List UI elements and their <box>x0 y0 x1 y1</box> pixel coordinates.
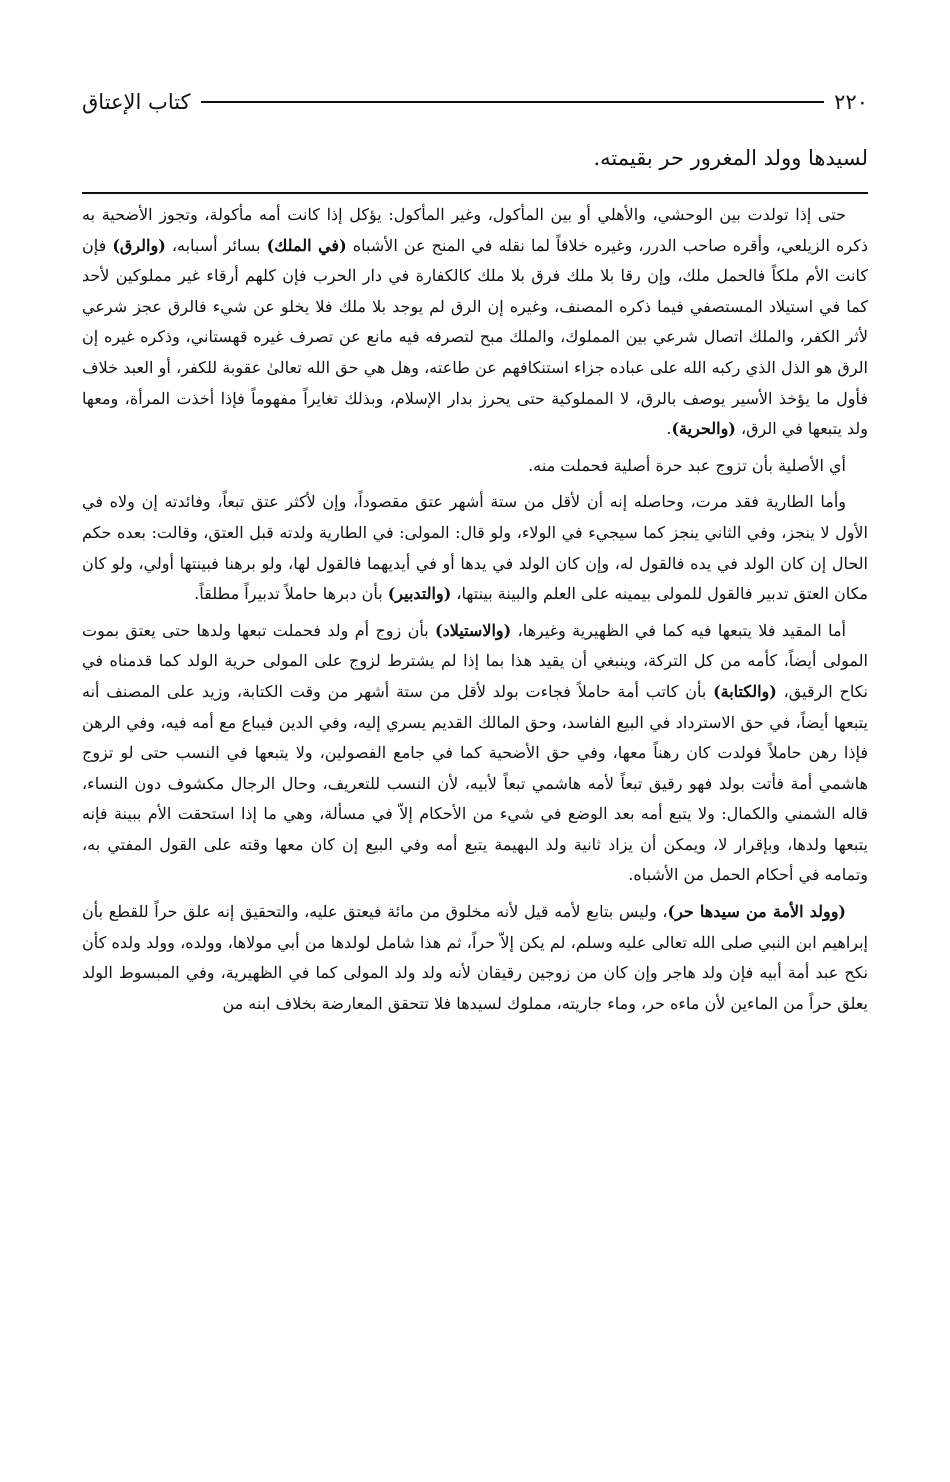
main-text: لسيدها وولد المغرور حر بقيمته. <box>593 146 868 170</box>
commentary-text: أما المقيد فلا يتبعها فيه كما في الظهيرية وغيرها، <box>511 620 847 640</box>
commentary-text: حتى إذا تولدت بين الوحشي، والأهلي أو بين المأكول، وغير المأكول: يؤكل إذا كانت أمه مأكولة، وتجوز الأضحية به ذكره الزيلعي، وأقره صاحب الدرر، وغيره خلافاً لما نقله في المنح عن الأشباه <box>82 205 869 255</box>
matn-quote: (والرق) <box>112 235 166 255</box>
matn-quote: (والحرية) <box>671 419 736 439</box>
commentary-paragraph <box>82 897 868 1019</box>
book-title: كتاب الإعتاق <box>82 90 191 114</box>
commentary-text: بسائر أسبابه، <box>165 235 267 255</box>
matn-quote: (في الملك) <box>266 235 347 255</box>
matn-quote: (وولد الأمة من سيدها حر) <box>667 902 847 922</box>
page-number: ٢٢٠ <box>834 90 868 114</box>
commentary-text: أي الأصلية بأن تزوج عبد حرة أصلية فحملت منه. <box>528 455 846 475</box>
commentary-text: بأن دبرها حاملاً تدبيراً مطلقاً. <box>194 584 388 604</box>
commentary-text: . <box>666 419 672 439</box>
matn-quote: (والكتابة) <box>713 681 777 701</box>
matn-quote: (والاستيلاد) <box>435 620 512 640</box>
header-rule <box>201 101 825 103</box>
commentary-text: فإن كانت الأم ملكاً فالحمل ملك، وإن رقا بلا ملك فرق بلا ملك كالكفارة في دار الحرب فإن كلهم أرقاء غير مملوكين لأحد كما في استيلاد المستصفي فيما ذكره المصنف، وغيره إن الرق لم يوجد بلا ملك فلا يخلو عن شيء فالرق عجز شرعي لأثر الكفر، والملك اتصال شرعي بين المملوك، والملك مبح لتصرفه فيه مانع عن تصرف غيره قهستاني، وذكره غيره إن الرق هو الذل الذي ركبه الله على عباده جزاء استنكافهم عن طاعته، وهل هي حق الله تعالىٰ عقوبة للكفر، أو العبد خلاف فأول ما يؤخذ الأسير يوصف بالرق، لا المملوكية حتى يحرز بدار الإسلام، وبذلك تغايراً مفهوماً فإذا أخذت المرأة، ومعها ولد يتبعها في الرق، <box>82 235 869 439</box>
commentary-text: وأما الطارية فقد مرت، وحاصله إنه أن لأقل من ستة أشهر عتق مقصوداً، وإن لأكثر عتق تبعاً، وفائدته إن ولاه في الأول لا ينجز، وفي الثاني ينجز كما سيجيء في الولاء، ولو قال: المولى: في الطارية ولدته قبل العتق، وقالت: بعده حكم الحال إن كان الولد في يده فالقول له، وإن كان الولد في يدها أو في أيديهما فالقول لها، ولو برهنا فبينتها أولي، ولو كان مكان العتق تدبير فالقول للمولى بيمينه على العلم والبينة بينتها، <box>82 492 868 604</box>
section-divider <box>82 192 868 194</box>
commentary-paragraph <box>82 487 868 609</box>
commentary-text: بأن كاتب أمة حاملاً فجاءت بولد لأقل من ستة أشهر من وقت الكتابة، وزيد على المصنف أنه يتبعها أيضاً، في حق الاسترداد في البيع الفاسد، وحق المالك القديم يسري إليه، وفي الدين فيباع مع أمه فيه، وفي الرهن فإذا رهن حاملاً فولدت كان رهناً معها، وفي حق الأضحية كما في جامع الفصولين، ولا يتبعها في النسب حتى لو تزوج هاشمي أمة فأتت بولد فهو رقيق تبعاً لأمه هاشمي تبعاً لأبيه، لأن النسب للتعريف، وحال الرجال مكشوف دون النساء، قاله الشمني والكمال: ولا يتبع أمه بعد الوضع في شيء من الأحكام إلاّ في مسألة، وهي ما إذا استحقت الأم ببينة فإنه يتبعها ولدها، وبإقرار لا، ويمكن أن يزاد ثانية ولد البهيمة يتبع أمه وفي البيع إن كان معها وقته على القول المفتي به، وتمامه في أحكام الحمل من الأشباه. <box>82 681 869 885</box>
matn-quote: (والتدبير) <box>387 584 452 604</box>
commentary-paragraph <box>82 451 868 482</box>
page-header <box>82 80 868 124</box>
commentary <box>82 200 868 1025</box>
commentary-text: ، وليس بتابع لأمه قيل لأنه مخلوق من مائة فيعتق عليه، والتحقيق إنه علق حراً للقطع بأن إبراهيم ابن النبي صلى الله تعالى عليه وسلم، لم يكن إلاّ حراً، ثم هذا شامل لولدها من أبي مولاها، وولده، وولد ولده كأن نكح عبد أمة أبيه فإن ولد هاجر وإن كان من زوجين رقيقان لأنه ولد ولد المولى كما في الظهيرية، وفي المبسوط الولد يعلق حراً من الماءين لأن ماءه حر، وماء جاريته، مملوك لسيدها فلا تتحقق المعارضة بخلاف ابنه من <box>82 902 869 1013</box>
commentary-paragraph <box>82 200 868 445</box>
commentary-paragraph <box>82 616 868 891</box>
commentary-text: بأن زوج أم ولد فحملت تبعها ولدها حتى يعتق بموت المولى أيضاً، كأمه من كل التركة، وينبغي أن يقيد هذا بما إذا لم يشترط لزوج على المولى حرية الولد كما قدمناه في نكاح الرقيق، <box>82 620 869 701</box>
